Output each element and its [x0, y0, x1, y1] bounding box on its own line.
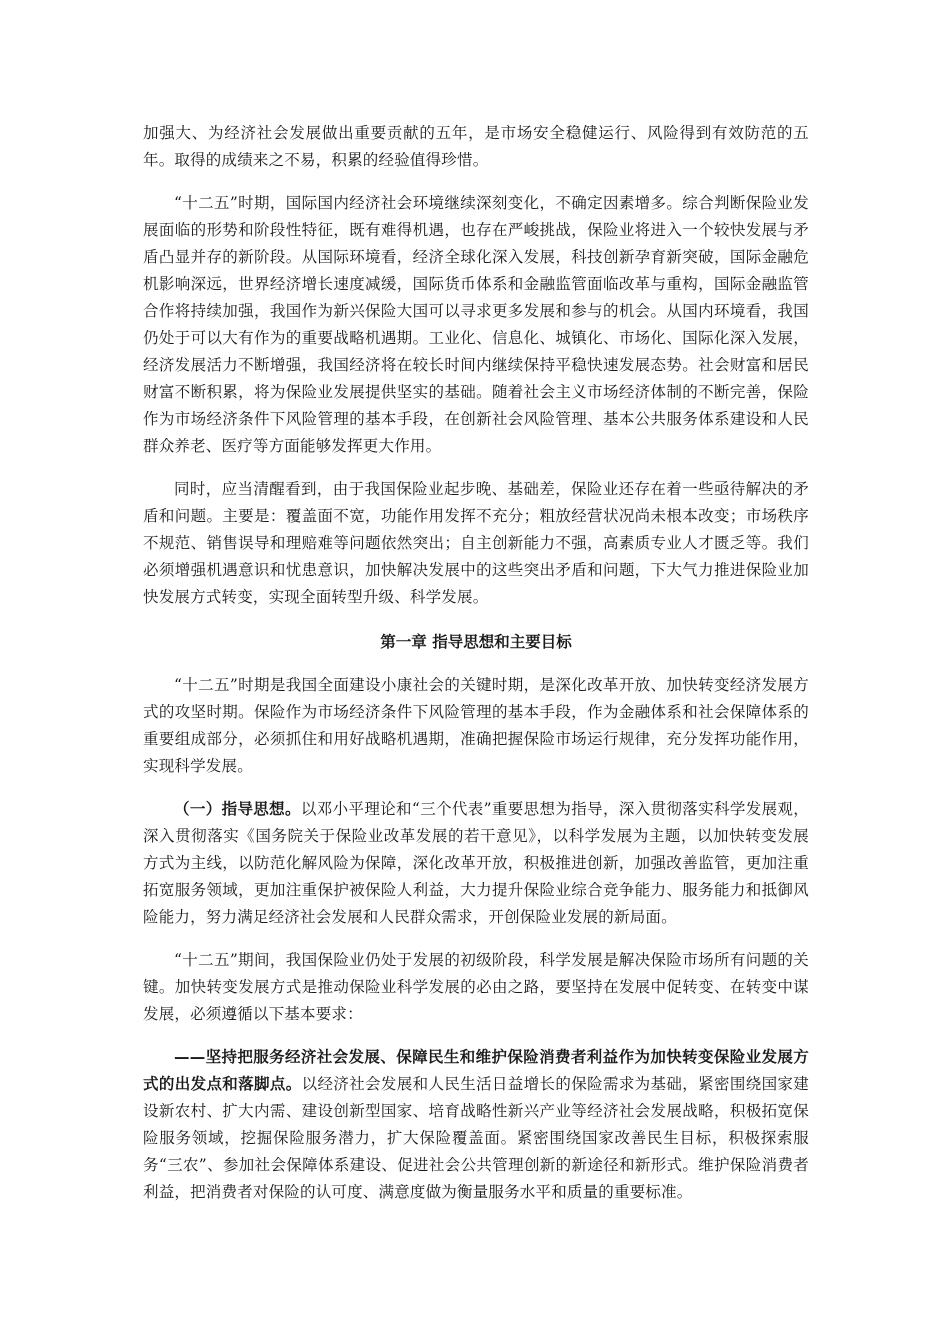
- paragraph-7-lead: ——坚持把服务经济社会发展、保障民生和维护保险消费者利益作为加快转变保险业发展方式的出发点和落脚点。: [143, 1048, 809, 1093]
- paragraph-1: 加强大、为经济社会发展做出重要贡献的五年，是市场安全稳健运行、风险得到有效防范的五年。取得的成绩来之不易，积累的经验值得珍惜。: [143, 124, 809, 169]
- document-page: [143, 120, 809, 1206]
- paragraph-5-lead: （一）指导思想。: [174, 800, 301, 818]
- paragraph-7-body: 以经济社会发展和人民生活日益增长的保险需求为基础，紧密围绕国家建设新农村、扩大内需、建设创新型国家、培育战略性新兴产业等经济社会发展战略，积极拓宽保险服务领域，挖掘保险服务潜力，扩大保险覆盖面。紧密围绕国家改善民生目标，积极探索服务“三农”、参加社会保障体系建设、促进社会公共管理创新的新途径和新形式。维护保险消费者利益，把消费者对保险的认可度、满意度做为衡量服务水平和质量的重要标准。: [143, 1075, 809, 1201]
- paragraph-7: [143, 1044, 809, 1206]
- paragraph-3: 同时，应当清醒看到，由于我国保险业起步晚、基础差，保险业还存在着一些亟待解决的矛盾和问题。主要是：覆盖面不宽，功能作用发挥不充分；粗放经营状况尚未根本改变；市场秩序不规范、销售误导和理赔难等问题依然突出；自主创新能力不强，高素质专业人才匮乏等。我们必须增强机遇意识和忧患意识，加快解决发展中的这些突出矛盾和问题，下大气力推进保险业加快发展方式转变，实现全面转型升级、科学发展。: [143, 480, 809, 606]
- paragraph-5: [143, 796, 809, 931]
- paragraph-2: “十二五”时期，国际国内经济社会环境继续深刻变化，不确定因素增多。综合判断保险业发展面临的形势和阶段性特征，既有难得机遇，也存在严峻挑战，保险业将进入一个较快发展与矛盾凸显并存的新阶段。从国际环境看，经济全球化深入发展，科技创新孕育新突破，国际金融危机影响深远，世界经济增长速度减缓，国际货币体系和金融监管面临改革与重构，国际金融监管合作将持续加强，我国作为新兴保险大国可以寻求更多发展和参与的机会。从国内环境看，我国仍处于可以大有作为的重要战略机遇期。工业化、信息化、城镇化、市场化、国际化深入发展，经济发展活力不断增强，我国经济将在较长时间内继续保持平稳快速发展态势。社会财富和居民财富不断积累，将为保险业发展提供坚实的基础。随着社会主义市场经济体制的不断完善，保险作为市场经济条件下风险管理的基本手段，在创新社会风险管理、基本公共服务体系建设和人民群众养老、医疗等方面能够发挥更大作用。: [143, 194, 809, 455]
- chapter-title: 第一章 指导思想和主要目标: [380, 633, 572, 651]
- paragraph-5-body: 以邓小平理论和“三个代表”重要思想为指导，深入贯彻落实科学发展观，深入贯彻落实《国务院关于保险业改革发展的若干意见》，以科学发展为主题，以加快转变发展方式为主线，以防范化解风险为保障，深化改革开放，积极推进创新，加强改善监管，更加注重拓宽服务领域，更加注重保护被保险人利益，大力提升保险业综合竞争能力、服务能力和抵御风险能力，努力满足经济社会发展和人民群众需求，开创保险业发展的新局面。: [143, 800, 809, 926]
- paragraph-6: “十二五”期间，我国保险业仍处于发展的初级阶段，科学发展是解决保险市场所有问题的关键。加快转变发展方式是推动保险业科学发展的必由之路，要坚持在发展中促转变、在转变中谋发展，必须遵循以下基本要求：: [143, 951, 809, 1023]
- paragraph-4: “十二五”时期是我国全面建设小康社会的关键时期，是深化改革开放、加快转变经济发展方式的攻坚时期。保险作为市场经济条件下风险管理的基本手段，作为金融体系和社会保障体系的重要组成部分，必须抓住和用好战略机遇期，准确把握保险市场运行规律，充分发挥功能作用，实现科学发展。: [143, 676, 809, 775]
